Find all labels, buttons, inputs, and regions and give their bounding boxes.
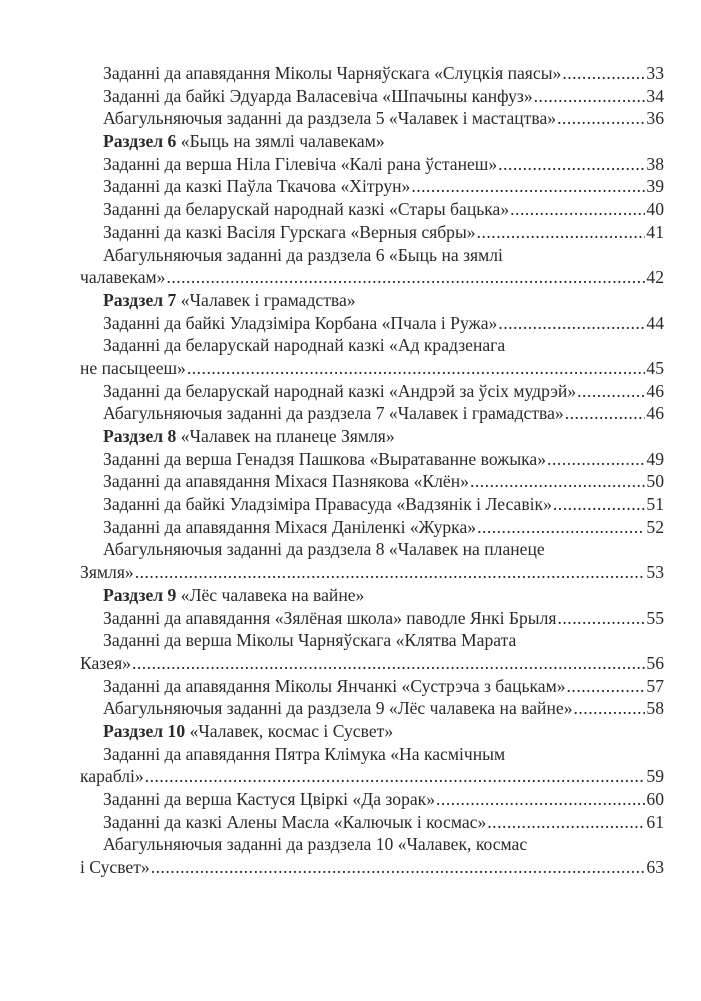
dot-leader <box>411 175 645 198</box>
page-number: 39 <box>646 176 664 197</box>
toc-entry[interactable] <box>80 448 664 471</box>
table-of-contents <box>80 62 664 879</box>
page-number: 41 <box>646 221 664 242</box>
toc-entry-line <box>80 811 664 834</box>
toc-entry[interactable] <box>80 743 664 788</box>
section-label: Раздзел 9 <box>103 584 177 605</box>
toc-entry-line <box>80 244 664 267</box>
toc-entry[interactable] <box>80 107 664 130</box>
section-heading <box>80 720 664 743</box>
dot-leader <box>135 561 646 584</box>
section-label: Раздзел 8 <box>103 426 177 446</box>
dot-leader <box>498 312 645 335</box>
toc-entry[interactable] <box>80 470 664 493</box>
toc-entry[interactable] <box>80 62 664 85</box>
toc-entry-line <box>80 470 664 493</box>
toc-entry-line <box>80 833 664 856</box>
section-title: «Чалавек і грамадства» <box>180 289 356 310</box>
dot-leader <box>166 266 645 289</box>
entry-title: і Сусвет» <box>80 857 150 878</box>
toc-entry-line <box>80 516 664 539</box>
dot-leader <box>132 652 645 675</box>
page-number: 50 <box>646 471 664 492</box>
page-number: 58 <box>646 698 664 719</box>
section-label: Раздзел 10 <box>103 720 186 741</box>
toc-entry[interactable] <box>80 153 664 176</box>
toc-entry[interactable] <box>80 198 664 221</box>
entry-title: Заданні да апавядання Міхася Пазнякова «Клён» <box>103 471 469 492</box>
toc-entry[interactable] <box>80 629 664 674</box>
entry-title: Зямля» <box>80 562 134 583</box>
toc-entry-line <box>80 856 664 879</box>
toc-entry[interactable] <box>80 788 664 811</box>
section-heading <box>80 584 664 607</box>
entry-title: Заданні да апавядання «Зялёная школа» паводле Янкі Брыля <box>103 607 557 628</box>
toc-entry[interactable] <box>80 312 664 335</box>
page-number: 49 <box>646 448 664 469</box>
section-title: «Лёс чалавека на вайне» <box>180 584 365 605</box>
dot-leader <box>534 85 646 108</box>
section-heading <box>80 130 664 153</box>
toc-entry-line <box>80 334 664 357</box>
entry-title: Заданні да верша Ніла Гілевіча «Калі рана ўстанеш» <box>103 153 498 174</box>
entry-title: Заданні да казкі Васіля Гурскага «Верныя сябры» <box>103 221 476 242</box>
page-number: 52 <box>646 516 664 537</box>
entry-title: Заданні да апавядання Пятра Клімука «На касмічным <box>103 743 506 764</box>
entry-title: Заданні да апавядання Міколы Чарняўскага «Слуцкія паясы» <box>103 63 562 83</box>
dot-leader <box>577 380 645 403</box>
toc-entry[interactable] <box>80 85 664 108</box>
entry-title: Казея» <box>80 652 131 673</box>
toc-entry-line <box>80 538 664 561</box>
entry-title: Абагульняючыя заданні да раздзела 8 «Чалавек на планеце <box>103 539 545 560</box>
section-title: «Быць на зямлі чалавекам» <box>180 131 385 152</box>
dot-leader <box>557 107 645 130</box>
dot-leader <box>477 221 646 244</box>
section-title: «Чалавек, космас і Сусвет» <box>189 720 394 741</box>
toc-entry[interactable] <box>80 697 664 720</box>
dot-leader <box>565 402 646 425</box>
page-number: 34 <box>646 85 664 106</box>
toc-entry-line <box>80 629 664 652</box>
toc-entry-line <box>80 697 664 720</box>
dot-leader <box>477 516 645 539</box>
toc-entry[interactable] <box>80 833 664 878</box>
toc-entry[interactable] <box>80 493 664 516</box>
section-heading <box>80 425 664 448</box>
toc-entry-line <box>80 448 664 471</box>
dot-leader <box>487 811 645 834</box>
toc-entry-line <box>80 62 664 85</box>
entry-title: Заданні да верша Генадзя Пашкова «Выратаванне вожыка» <box>103 448 547 469</box>
toc-entry-line <box>80 675 664 698</box>
toc-entry[interactable] <box>80 538 664 583</box>
page-number: 40 <box>646 199 664 220</box>
toc-entry[interactable] <box>80 334 664 379</box>
toc-entry-line <box>80 198 664 221</box>
entry-title: Заданні да казкі Алены Масла «Калючык і космас» <box>103 811 487 832</box>
toc-entry[interactable] <box>80 175 664 198</box>
section-title: «Чалавек на планеце Зямля» <box>180 426 395 446</box>
entry-title: Абагульняючыя заданні да раздзела 10 «Чалавек, космас <box>103 834 528 855</box>
page-number: 61 <box>646 811 664 832</box>
dot-leader <box>558 607 646 630</box>
entry-title: чалавекам» <box>80 267 166 288</box>
dot-leader <box>498 153 645 176</box>
page-number: 56 <box>646 652 664 673</box>
entry-title: Заданні да верша Кастуся Цвіркі «Да зорак» <box>103 789 436 809</box>
dot-leader <box>187 357 646 380</box>
toc-entry[interactable] <box>80 244 664 289</box>
page-number: 46 <box>646 403 664 424</box>
dot-leader <box>145 765 646 788</box>
toc-entry-line <box>80 357 664 380</box>
toc-entry[interactable] <box>80 811 664 834</box>
page-number: 42 <box>646 267 664 288</box>
toc-entry-line <box>80 743 664 766</box>
section-label: Раздзел 7 <box>103 289 177 310</box>
entry-title: не пасыцееш» <box>80 357 186 378</box>
toc-entry-line <box>80 312 664 335</box>
entry-title: Заданні да апавядання Міхася Даніленкі «Журка» <box>103 516 477 537</box>
toc-entry[interactable] <box>80 516 664 539</box>
toc-entry-line <box>80 493 664 516</box>
entry-title: Заданні да верша Міколы Чарняўскага «Клятва Марата <box>103 630 517 651</box>
toc-entry-line <box>80 221 664 244</box>
toc-entry[interactable] <box>80 675 664 698</box>
dot-leader <box>567 675 646 698</box>
toc-entry-line <box>80 175 664 198</box>
toc-entry[interactable] <box>80 221 664 244</box>
toc-entry-line <box>80 607 664 630</box>
toc-entry-line <box>80 652 664 675</box>
toc-entry-line <box>80 85 664 108</box>
section-heading <box>80 289 664 312</box>
toc-entry-line <box>80 402 664 425</box>
entry-title: Заданні да казкі Паўла Ткачова «Хітрун» <box>103 176 411 197</box>
entry-title: Заданні да апавядання Міколы Янчанкі «Сустрэча з бацькам» <box>103 675 566 696</box>
page-number: 53 <box>646 562 664 583</box>
entry-title: Заданні да байкі Эдуарда Валасевіча «Шпачыны канфуз» <box>103 85 533 106</box>
page-number: 36 <box>646 108 664 129</box>
page-number: 59 <box>646 766 664 787</box>
entry-title: Абагульняючыя заданні да раздзела 6 «Быць на зямлі <box>103 244 503 265</box>
toc-entry-line <box>80 107 664 130</box>
page-number: 63 <box>646 857 664 878</box>
toc-entry-line <box>80 561 664 584</box>
page-number: 33 <box>646 63 664 83</box>
dot-leader <box>151 856 646 879</box>
dot-leader <box>547 448 645 471</box>
entry-title: караблі» <box>80 766 144 787</box>
toc-entry-line <box>80 788 664 811</box>
toc-entry-line <box>80 153 664 176</box>
dot-leader <box>470 470 645 493</box>
dot-leader <box>562 62 645 85</box>
dot-leader <box>574 697 646 720</box>
page-number: 38 <box>646 153 664 174</box>
entry-title: Заданні да байкі Уладзіміра Корбана «Пчала і Ружа» <box>103 312 498 333</box>
entry-title: Абагульняючыя заданні да раздзела 7 «Чалавек і грамадства» <box>103 403 564 424</box>
page-number: 57 <box>646 675 664 696</box>
toc-entry[interactable] <box>80 402 664 425</box>
page-number: 44 <box>646 312 664 333</box>
toc-entry-line <box>80 765 664 788</box>
page-number: 51 <box>646 494 664 515</box>
dot-leader <box>510 198 645 221</box>
section-label: Раздзел 6 <box>103 131 177 152</box>
entry-title: Заданні да беларускай народнай казкі «Ад крадзенага <box>103 335 506 356</box>
entry-title: Абагульняючыя заданні да раздзела 5 «Чалавек і мастацтва» <box>103 108 557 129</box>
page-number: 60 <box>646 789 664 809</box>
dot-leader <box>436 788 645 811</box>
dot-leader <box>553 493 646 516</box>
entry-title: Абагульняючыя заданні да раздзела 9 «Лёс чалавека на вайне» <box>103 698 573 719</box>
toc-entry[interactable] <box>80 607 664 630</box>
entry-title: Заданні да беларускай народнай казкі «Андрэй за ўсіх мудрэй» <box>103 380 577 401</box>
page-number: 46 <box>646 380 664 401</box>
page-number: 45 <box>646 357 664 378</box>
toc-entry-line <box>80 380 664 403</box>
toc-entry-line <box>80 266 664 289</box>
toc-entry[interactable] <box>80 380 664 403</box>
entry-title: Заданні да беларускай народнай казкі «Стары бацька» <box>103 199 510 220</box>
entry-title: Заданні да байкі Уладзіміра Правасуда «Вадзянік і Лесавік» <box>103 494 552 515</box>
page-number: 55 <box>646 607 664 628</box>
